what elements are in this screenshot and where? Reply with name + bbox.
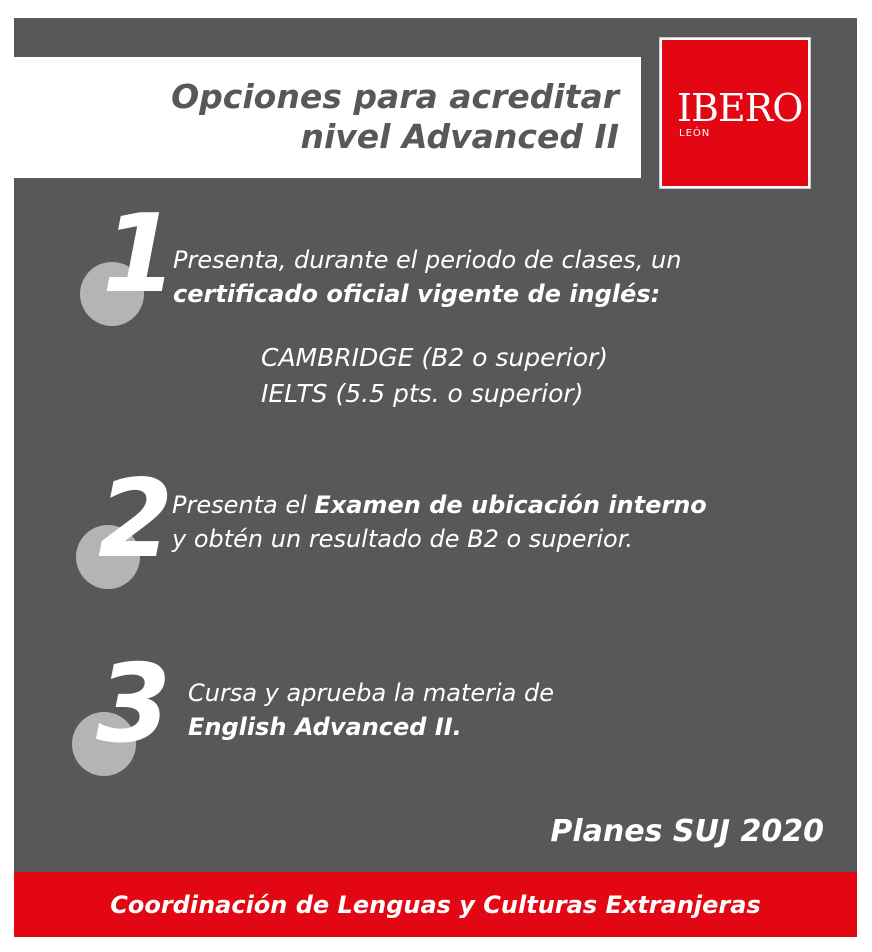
step-3-number: 3 [96,642,172,767]
step-2-text-bold: Examen de ubicación interno [314,491,707,519]
cert-ielts: IELTS (5.5 pts. o superior) [261,379,584,408]
step-2-text [172,488,707,556]
step-1-number: 1 [102,192,178,317]
footer-text: Coordinación de Lenguas y Culturas Extranjeras [110,891,761,919]
ibero-logo [660,38,810,188]
step-1-text-plain: Presenta, durante el periodo de clases, un [173,246,682,274]
step-1-text [173,243,681,311]
planes-label: Planes SUJ 2020 [550,814,824,849]
cert-cambridge: CAMBRIDGE (B2 o superior) [261,343,609,372]
step-2-text-plain: Presenta el [172,491,315,519]
step-1-text-bold: certificado oficial vigente de inglés: [173,280,661,308]
certificate-list [261,340,608,412]
title-band [14,57,641,178]
step-3-text-bold: English Advanced II. [188,713,462,741]
step-2-number: 2 [98,457,174,582]
title-line-2: nivel Advanced II [300,117,619,156]
title-line-1: Opciones para acreditar [171,77,619,116]
step-3-text-plain: Cursa y aprueba la materia de [188,679,554,707]
step-2-text-plain-2: y obtén un resultado de B2 o superior. [172,525,634,553]
logo-main-text: IBERO [677,86,803,130]
page-title [171,77,619,157]
logo-sub-text: LEÓN [679,128,711,139]
footer-band [14,872,857,937]
step-3-text [188,676,554,744]
